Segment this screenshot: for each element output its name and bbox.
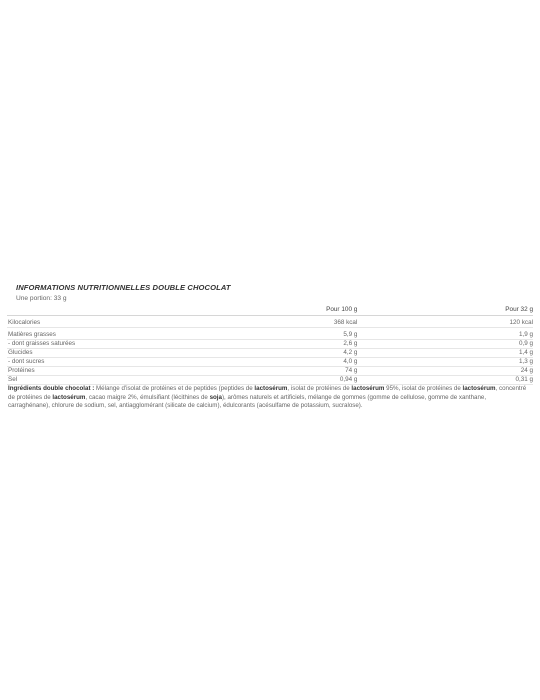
ingredients-text: [7, 385, 528, 411]
nutrition-table: [7, 305, 533, 385]
nutrient-label: Matières grasses: [7, 331, 208, 340]
table-row: [7, 358, 533, 367]
value-per-100g: 4,0 g: [208, 358, 358, 367]
nutrient-label: - dont sucres: [7, 358, 208, 367]
ingredients-part: , concentré de protéines de: [8, 385, 527, 401]
column-header-nutrient: [7, 305, 208, 316]
nutrition-panel: [7, 283, 533, 411]
allergen-highlight: lactosérum: [351, 385, 385, 392]
value-per-32g: 24 g: [357, 367, 533, 376]
nutrient-label: Protéines: [7, 367, 208, 376]
serving-size: Une portion: 33 g: [16, 295, 67, 302]
ingredients-part: , cacao maigre 2%, émulsifiant (lécithines de: [85, 393, 210, 401]
table-row: [7, 340, 533, 349]
value-per-100g: 5,9 g: [208, 331, 358, 340]
column-header-per-100g: Pour 100 g: [208, 305, 358, 316]
allergen-highlight: lactosérum: [254, 385, 288, 392]
value-per-100g: 368 kcal: [208, 319, 358, 328]
nutrient-label: Glucides: [7, 349, 208, 358]
value-per-32g: 1,3 g: [357, 358, 533, 367]
value-per-100g: 0,94 g: [208, 376, 358, 385]
ingredients-heading: Ingrédients double chocolat :: [8, 385, 95, 392]
value-per-100g: 2,6 g: [208, 340, 358, 349]
allergen-highlight: lactosérum: [462, 385, 496, 392]
value-per-32g: 1,4 g: [357, 349, 533, 358]
nutrient-label: Kilocalories: [7, 319, 208, 328]
nutrient-label: - dont graisses saturées: [7, 340, 208, 349]
value-per-100g: 4,2 g: [208, 349, 358, 358]
table-row: [7, 319, 533, 328]
table-row: [7, 376, 533, 385]
ingredients-part: Mélange d'isolat de protéines et de peptides (peptides de: [94, 385, 255, 392]
ingredients-part: ), arômes naturels et artificiels, mélange de gommes (gomme de cellulose, gomme de xanthane, carraghénane), chlorure de sodium, sel, antiagglomérant (silicate de calcium), édulcorants (acésulfame de potassium, sucralose).: [8, 393, 487, 410]
value-per-32g: 0,9 g: [357, 340, 533, 349]
nutrient-label: Sel: [7, 376, 208, 385]
allergen-highlight: soja: [209, 393, 222, 401]
table-header-row: [7, 305, 533, 316]
column-header-per-32g: Pour 32 g: [357, 305, 533, 316]
value-per-32g: 0,31 g: [357, 376, 533, 385]
value-per-32g: 1,9 g: [357, 331, 533, 340]
value-per-100g: 74 g: [208, 367, 358, 376]
table-row: [7, 349, 533, 358]
value-per-32g: 120 kcal: [357, 319, 533, 328]
nutrition-title: INFORMATIONS NUTRITIONNELLES DOUBLE CHOCOLAT: [16, 283, 231, 292]
allergen-highlight: lactosérum: [52, 393, 86, 401]
table-row: [7, 367, 533, 376]
table-row: [7, 331, 533, 340]
ingredients-part: , isolat de protéines de: [287, 385, 352, 392]
ingredients-part: 95%, isolat de protéines de: [384, 385, 463, 392]
